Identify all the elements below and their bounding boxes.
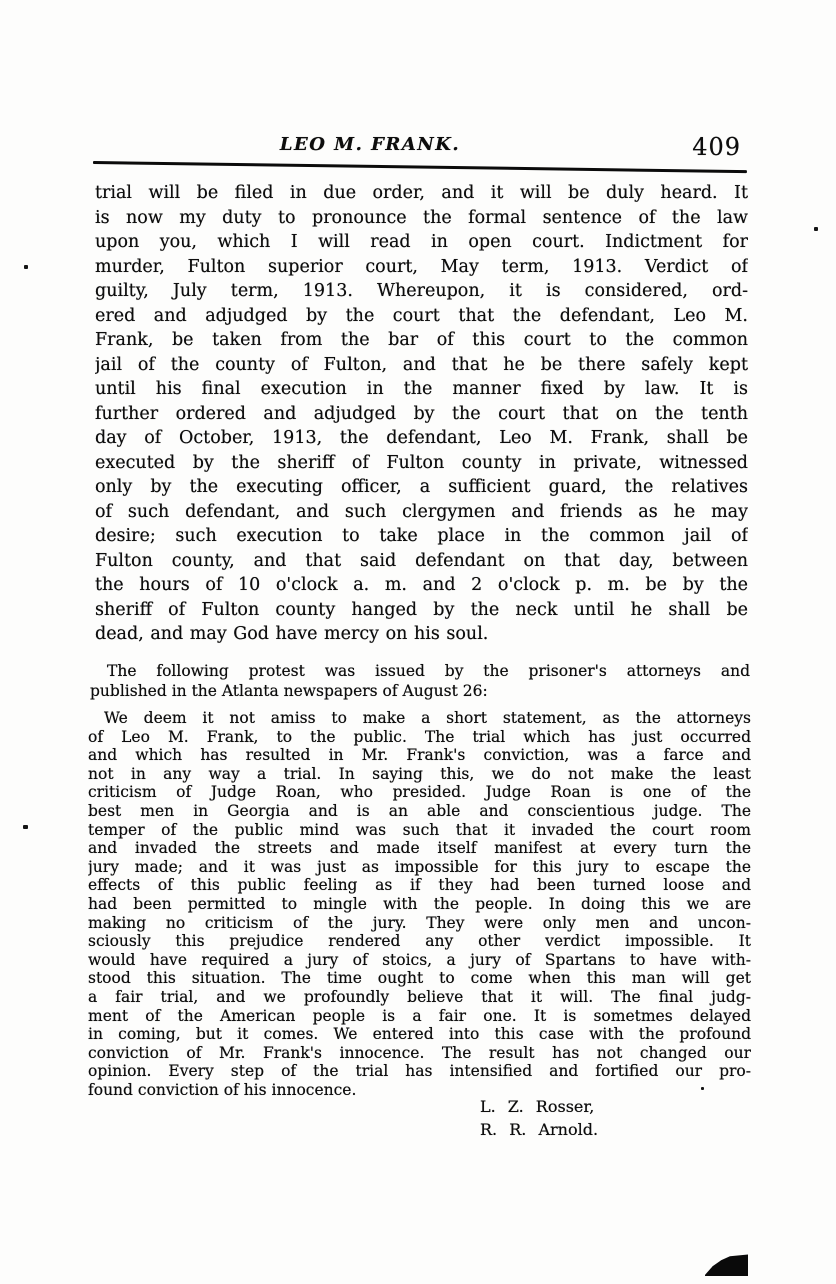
court-sentence-paragraph	[95, 181, 748, 647]
attorney-signatures	[480, 1096, 598, 1141]
text-line: dead, and may God have mercy on his soul.	[95, 624, 489, 644]
text-line: of such defendant, and such clergymen and friends as he may	[95, 501, 748, 522]
text-line: and invaded the streets and made itself manifest at every turn the	[88, 839, 751, 858]
ink-speck	[701, 1087, 704, 1090]
protest-statement-paragraph	[88, 709, 751, 1099]
text-line: published in the Atlanta newspapers of August 26:	[90, 682, 488, 700]
text-line: sciously this prejudice rendered any other verdict impossible. It	[88, 932, 751, 951]
text-line: desire; such execution to take place in the common jail of	[95, 526, 748, 546]
text-line: sheriff of Fulton county hanged by the neck until he shall be	[95, 599, 748, 620]
text-line: is now my duty to pronounce the formal sentence of the law	[95, 207, 748, 228]
text-line: conviction of Mr. Frank's innocence. The result has not changed our	[88, 1043, 751, 1062]
text-line: Frank, be taken from the bar of this court to the common	[95, 330, 748, 350]
text-line: further ordered and adjudged by the court that on the tenth	[95, 403, 748, 424]
text-line: only by the executing officer, a sufficient guard, the relatives	[95, 477, 748, 497]
ink-speck	[814, 227, 818, 231]
running-title: LEO M. FRANK.	[279, 134, 461, 155]
text-line: in coming, but it comes. We entered into this case with the profound	[88, 1025, 751, 1044]
text-line: the hours of 10 o'clock a. m. and 2 o'clock p. m. be by the	[95, 575, 748, 595]
text-line: Fulton county, and that said defendant on that day, between	[95, 550, 748, 571]
text-line: ered and adjudged by the court that the defendant, Leo M.	[95, 305, 748, 326]
text-line: The following protest was issued by the prisoner's attorneys and	[107, 662, 750, 680]
text-line: jury made; and it was just as impossible for this jury to escape the	[88, 857, 751, 876]
ink-speck	[23, 825, 28, 829]
text-line: R. R. Arnold.	[480, 1119, 599, 1139]
text-line: ment of the American people is a fair one. It is sometmes delayed	[88, 1006, 751, 1025]
text-line: executed by the sheriff of Fulton county in private, witnessed	[95, 452, 748, 473]
text-line: making no criticism of the jury. They were only men and uncon-	[88, 913, 751, 932]
text-line: would have required a jury of stoics, a jury of Spartans to have with-	[88, 950, 751, 969]
text-line: murder, Fulton superior court, May term, 1913. Verdict of	[95, 256, 748, 277]
header-rule	[93, 161, 747, 173]
protest-intro-paragraph	[90, 661, 750, 701]
text-line: had been permitted to mingle with the people. In doing this we are	[88, 894, 751, 913]
text-line: upon you, which I will read in open court. Indictment for	[95, 232, 748, 252]
text-line: of Leo M. Frank, to the public. The trial which has just occurred	[88, 727, 751, 746]
text-line: L. Z. Rosser,	[480, 1097, 595, 1116]
text-line: not in any way a trial. In saying this, we do not make the least	[88, 764, 751, 783]
page-number: 409	[692, 133, 741, 161]
text-line: temper of the public mind was such that it invaded the court room	[88, 820, 751, 839]
text-line: opinion. Every step of the trial has intensified and fortified our pro-	[88, 1062, 751, 1081]
text-line: effects of this public feeling as if they had been turned loose and	[88, 876, 751, 895]
text-line: criticism of Judge Roan, who presided. Judge Roan is one of the	[88, 783, 751, 802]
text-line: jail of the county of Fulton, and that he be there safely kept	[95, 354, 748, 375]
ink-speck	[24, 265, 28, 269]
text-line: day of October, 1913, the defendant, Leo M. Frank, shall be	[95, 428, 748, 448]
text-line: trial will be filed in due order, and it will be duly heard. It	[95, 183, 748, 203]
text-line: a fair trial, and we profoundly believe that it will. The final judg-	[88, 987, 751, 1006]
text-line: best men in Georgia and is an able and conscientious judge. The	[88, 801, 751, 820]
ink-smudge	[705, 1254, 748, 1276]
text-line: and which has resulted in Mr. Frank's conviction, was a farce and	[88, 746, 751, 765]
text-line: We deem it not amiss to make a short statement, as the attorneys	[104, 709, 751, 727]
text-line: guilty, July term, 1913. Whereupon, it is considered, ord-	[95, 281, 748, 301]
text-line: until his final execution in the manner fixed by law. It is	[95, 379, 748, 399]
text-line: stood this situation. The time ought to come when this man will get	[88, 969, 751, 988]
text-line: found conviction of his innocence.	[88, 1080, 357, 1099]
